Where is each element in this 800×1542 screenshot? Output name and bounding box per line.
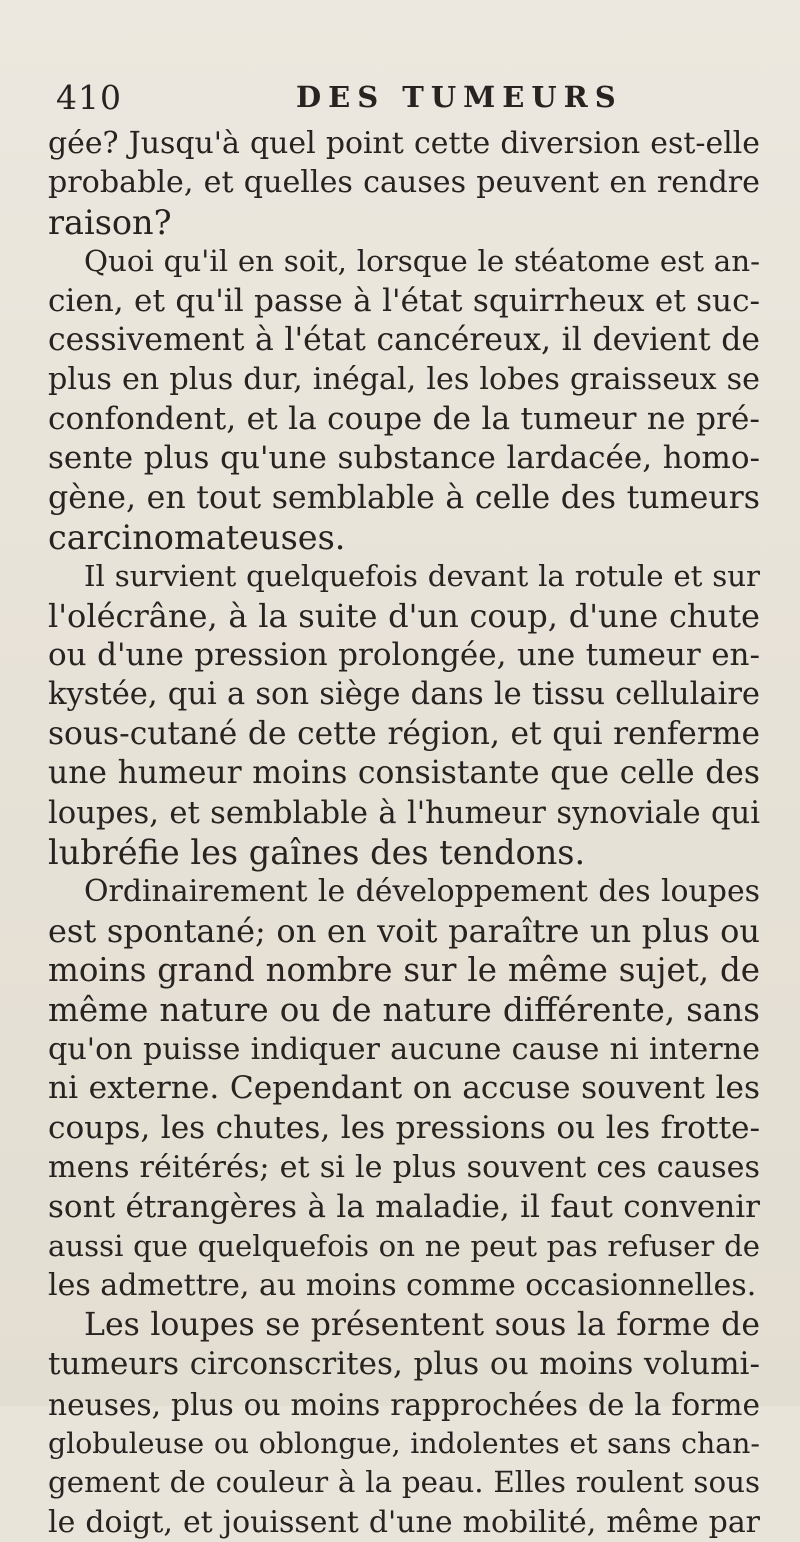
running-head bbox=[56, 70, 760, 120]
text-line: confondent, et la coupe de la tumeur ne pré- bbox=[48, 400, 760, 437]
text-line: l'olécrâne, à la suite d'un coup, d'une chute bbox=[48, 596, 760, 635]
text-line: globuleuse ou oblongue, indolentes et sans chan- bbox=[48, 1426, 760, 1460]
text-line: une humeur moins consistante que celle des bbox=[48, 755, 760, 792]
text-line: gène, en tout semblable à celle des tumeurs bbox=[48, 479, 760, 516]
text-line: sous-cutané de cette région, et qui renferme bbox=[48, 715, 760, 752]
text-line: gement de couleur à la peau. Elles roulent sous bbox=[48, 1465, 760, 1500]
text-line: sont étrangères à la maladie, il faut convenir bbox=[48, 1188, 760, 1225]
text-line: carcinomateuses. bbox=[48, 517, 346, 557]
text-line: le doigt, et jouissent d'une mobilité, même par bbox=[48, 1504, 760, 1540]
text-line: ni externe. Cependant on accuse souvent les bbox=[48, 1070, 760, 1107]
text-line: Quoi qu'il en soit, lorsque le stéatome est an- bbox=[84, 244, 760, 279]
text-line: Ordinairement le développement des loupes bbox=[84, 874, 760, 910]
page-number: 410 bbox=[56, 78, 122, 117]
text-line: tumeurs circonscrites, plus ou moins volumi- bbox=[48, 1346, 760, 1383]
text-line: même nature ou de nature différente, sans bbox=[48, 990, 760, 1029]
text-line: loupes, et semblable à l'humeur synoviale qui bbox=[48, 795, 760, 831]
text-line: ou d'une pression prolongée, une tumeur en- bbox=[48, 637, 760, 674]
text-line: aussi que quelquefois on ne peut pas refuser de bbox=[48, 1228, 760, 1263]
text-line: Il survient quelquefois devant la rotule et sur bbox=[84, 559, 760, 594]
running-title: DES TUMEURS bbox=[296, 80, 623, 114]
text-line: cien, et qu'il passe à l'état squirrheux et suc- bbox=[48, 282, 760, 319]
text-line: coups, les chutes, les pressions ou les frotte- bbox=[48, 1109, 760, 1146]
text-line: cessivement à l'état cancéreux, il devient de bbox=[48, 321, 760, 358]
text-line: plus en plus dur, inégal, les lobes graisseux se bbox=[48, 362, 760, 398]
text-line: raison? bbox=[48, 202, 172, 242]
text-line: gée? Jusqu'à quel point cette diversion est-elle bbox=[48, 126, 760, 161]
text-line: probable, et quelles causes peuvent en rendre bbox=[48, 165, 760, 201]
body-text bbox=[48, 124, 760, 1542]
text-line: qu'on puisse indiquer aucune cause ni interne bbox=[48, 1031, 760, 1067]
text-line: moins grand nombre sur le même sujet, de bbox=[48, 951, 760, 990]
text-line: neuses, plus ou moins rapprochées de la forme bbox=[48, 1386, 760, 1422]
text-line: kystée, qui a son siège dans le tissu cellulaire bbox=[48, 677, 760, 713]
text-line: les admettre, au moins comme occasionnelles. bbox=[48, 1268, 757, 1304]
text-line: mens réitérés; et si le plus souvent ces causes bbox=[48, 1150, 760, 1186]
text-line: lubréfie les gaînes des tendons. bbox=[48, 833, 586, 873]
text-line: sente plus qu'une substance lardacée, homo- bbox=[48, 440, 760, 477]
text-line: Les loupes se présentent sous la forme de bbox=[84, 1306, 760, 1343]
text-line: est spontané; on en voit paraître un plus ou bbox=[48, 911, 760, 950]
